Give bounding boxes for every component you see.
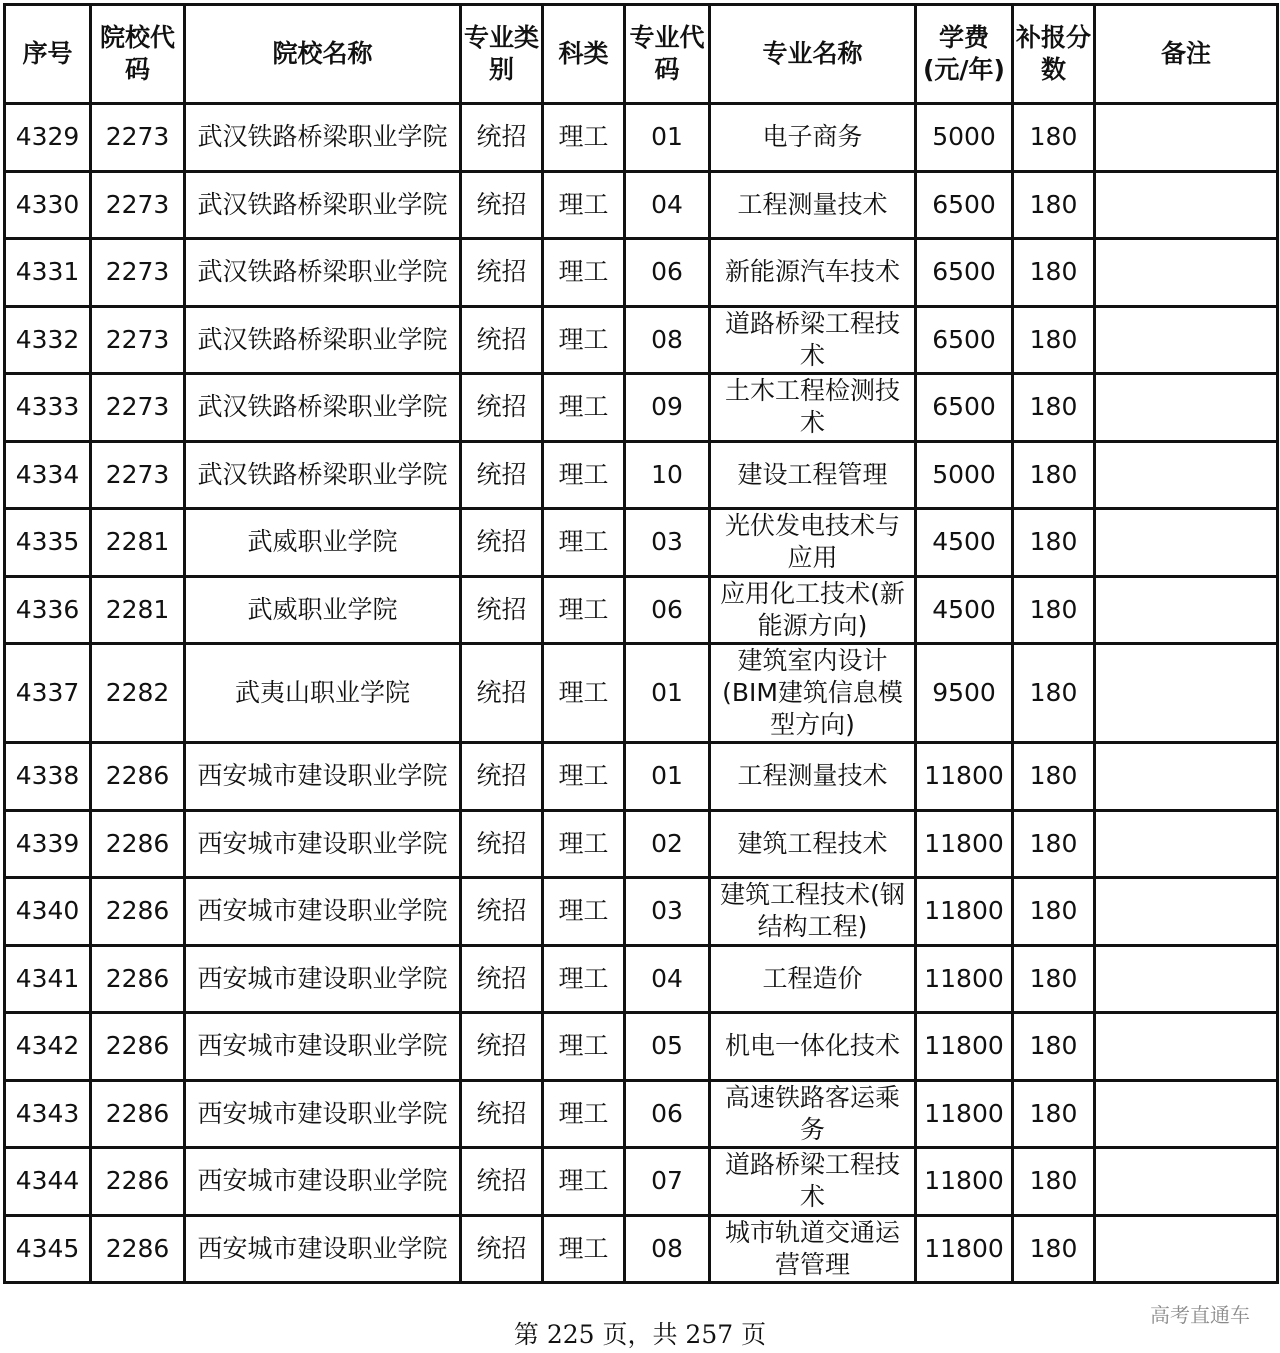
table-cell: 180 (1013, 1215, 1095, 1283)
table-cell: 180 (1013, 171, 1095, 239)
table-cell: 11800 (916, 1080, 1013, 1148)
table-row (5, 810, 1278, 878)
table-row (5, 743, 1278, 811)
table-cell: 180 (1013, 104, 1095, 172)
table-cell: 应用化工技术(新能源方向) (710, 576, 916, 644)
table-cell: 西安城市建设职业学院 (185, 1215, 461, 1283)
table-cell: 2286 (91, 1215, 185, 1283)
table-cell: 理工 (543, 306, 625, 374)
table-cell: 4343 (5, 1080, 91, 1148)
table-row (5, 374, 1278, 442)
table-cell (1095, 810, 1278, 878)
table-cell: 180 (1013, 1080, 1095, 1148)
table-cell: 05 (625, 1013, 710, 1081)
table-cell: 2273 (91, 306, 185, 374)
table-cell: 2273 (91, 239, 185, 307)
table-cell: 2286 (91, 810, 185, 878)
table-cell: 建筑工程技术 (710, 810, 916, 878)
table-cell: 电子商务 (710, 104, 916, 172)
table-cell: 03 (625, 509, 710, 577)
table-cell: 武汉铁路桥梁职业学院 (185, 306, 461, 374)
table-cell: 9500 (916, 644, 1013, 743)
table-cell: 02 (625, 810, 710, 878)
table-cell: 工程造价 (710, 945, 916, 1013)
table-cell: 01 (625, 743, 710, 811)
table-cell: 武威职业学院 (185, 576, 461, 644)
table-cell (1095, 509, 1278, 577)
table-row (5, 104, 1278, 172)
table-cell: 4344 (5, 1148, 91, 1216)
table-cell: 统招 (461, 878, 543, 946)
table-cell (1095, 743, 1278, 811)
table-cell: 西安城市建设职业学院 (185, 1148, 461, 1216)
header-cell: 科类 (543, 5, 625, 104)
table-cell (1095, 104, 1278, 172)
table-cell: 4500 (916, 509, 1013, 577)
table-cell (1095, 644, 1278, 743)
table-cell: 光伏发电技术与应用 (710, 509, 916, 577)
table-cell (1095, 945, 1278, 1013)
table-cell: 统招 (461, 1215, 543, 1283)
table-cell: 11800 (916, 945, 1013, 1013)
admission-table (3, 3, 1279, 1284)
table-cell: 4333 (5, 374, 91, 442)
table-cell: 理工 (543, 1013, 625, 1081)
table-cell: 统招 (461, 576, 543, 644)
table-cell: 08 (625, 306, 710, 374)
table-cell: 01 (625, 644, 710, 743)
table-cell: 180 (1013, 306, 1095, 374)
table-cell: 理工 (543, 810, 625, 878)
header-cell: 学费(元/年) (916, 5, 1013, 104)
table-row (5, 1013, 1278, 1081)
table-cell: 180 (1013, 374, 1095, 442)
table-cell: 180 (1013, 743, 1095, 811)
table-cell (1095, 1215, 1278, 1283)
table-cell: 180 (1013, 1148, 1095, 1216)
table-row (5, 576, 1278, 644)
table-cell: 4330 (5, 171, 91, 239)
table-cell: 理工 (543, 644, 625, 743)
table-cell: 4332 (5, 306, 91, 374)
table-cell: 06 (625, 576, 710, 644)
table-cell: 统招 (461, 239, 543, 307)
table-cell: 04 (625, 945, 710, 1013)
table-cell: 2281 (91, 509, 185, 577)
table-cell (1095, 1148, 1278, 1216)
header-cell: 院校代码 (91, 5, 185, 104)
table-cell: 4338 (5, 743, 91, 811)
table-cell: 理工 (543, 1148, 625, 1216)
table-cell: 高速铁路客运乘务 (710, 1080, 916, 1148)
table-cell: 西安城市建设职业学院 (185, 878, 461, 946)
table-cell: 武汉铁路桥梁职业学院 (185, 374, 461, 442)
table-cell: 5000 (916, 104, 1013, 172)
table-row (5, 239, 1278, 307)
table-cell: 2286 (91, 945, 185, 1013)
table-cell: 4337 (5, 644, 91, 743)
table-cell: 道路桥梁工程技术 (710, 306, 916, 374)
table-cell: 统招 (461, 644, 543, 743)
table-cell: 07 (625, 1148, 710, 1216)
table-cell (1095, 1013, 1278, 1081)
table-cell: 2286 (91, 743, 185, 811)
table-cell: 建筑工程技术(钢结构工程) (710, 878, 916, 946)
table-row (5, 1148, 1278, 1216)
table-cell: 04 (625, 171, 710, 239)
table-cell: 理工 (543, 374, 625, 442)
table-cell: 6500 (916, 171, 1013, 239)
table-cell: 武夷山职业学院 (185, 644, 461, 743)
table-cell: 2273 (91, 374, 185, 442)
table-cell: 180 (1013, 878, 1095, 946)
table-cell: 理工 (543, 878, 625, 946)
table-cell: 11800 (916, 1013, 1013, 1081)
table-cell: 6500 (916, 239, 1013, 307)
table-cell: 理工 (543, 1215, 625, 1283)
table-cell: 180 (1013, 810, 1095, 878)
page-footer: 第 225 页，共 257 页 (513, 1320, 767, 1349)
table-row (5, 171, 1278, 239)
table-cell: 180 (1013, 441, 1095, 509)
table-cell: 理工 (543, 945, 625, 1013)
table-cell: 180 (1013, 644, 1095, 743)
table-cell: 西安城市建设职业学院 (185, 1080, 461, 1148)
table-cell: 6500 (916, 306, 1013, 374)
table-row (5, 306, 1278, 374)
table-cell: 06 (625, 1080, 710, 1148)
table-cell: 2282 (91, 644, 185, 743)
table-cell: 4341 (5, 945, 91, 1013)
table-cell: 01 (625, 104, 710, 172)
table-cell: 理工 (543, 509, 625, 577)
table-cell: 武威职业学院 (185, 509, 461, 577)
table-cell: 11800 (916, 743, 1013, 811)
table-cell: 统招 (461, 810, 543, 878)
table-cell: 11800 (916, 878, 1013, 946)
table-cell: 统招 (461, 509, 543, 577)
table-cell (1095, 1080, 1278, 1148)
table-cell: 统招 (461, 1013, 543, 1081)
table-cell: 武汉铁路桥梁职业学院 (185, 441, 461, 509)
table-cell: 西安城市建设职业学院 (185, 810, 461, 878)
header-cell: 专业名称 (710, 5, 916, 104)
table-cell: 建设工程管理 (710, 441, 916, 509)
table-row (5, 441, 1278, 509)
table-cell: 建筑室内设计(BIM建筑信息模型方向) (710, 644, 916, 743)
table-cell: 180 (1013, 239, 1095, 307)
table-cell: 2286 (91, 1080, 185, 1148)
table-cell (1095, 576, 1278, 644)
table-cell: 180 (1013, 945, 1095, 1013)
table-cell: 统招 (461, 945, 543, 1013)
table-row (5, 644, 1278, 743)
table-cell: 道路桥梁工程技术 (710, 1148, 916, 1216)
table-cell (1095, 306, 1278, 374)
header-cell: 补报分数 (1013, 5, 1095, 104)
table-cell: 理工 (543, 743, 625, 811)
table-cell (1095, 441, 1278, 509)
table-cell: 6500 (916, 374, 1013, 442)
table-cell: 4331 (5, 239, 91, 307)
table-cell: 06 (625, 239, 710, 307)
table-cell: 4335 (5, 509, 91, 577)
header-cell: 备注 (1095, 5, 1278, 104)
header-cell: 序号 (5, 5, 91, 104)
table-cell (1095, 171, 1278, 239)
table-cell: 4345 (5, 1215, 91, 1283)
table-row (5, 1215, 1278, 1283)
table-cell: 新能源汽车技术 (710, 239, 916, 307)
table-cell: 4329 (5, 104, 91, 172)
table-cell: 西安城市建设职业学院 (185, 945, 461, 1013)
table-cell: 4342 (5, 1013, 91, 1081)
table-cell: 理工 (543, 171, 625, 239)
table-cell: 统招 (461, 1080, 543, 1148)
table-cell: 统招 (461, 441, 543, 509)
table-row (5, 945, 1278, 1013)
table-cell: 2281 (91, 576, 185, 644)
table-row (5, 509, 1278, 577)
table-cell: 180 (1013, 509, 1095, 577)
table-cell: 城市轨道交通运营管理 (710, 1215, 916, 1283)
table-cell (1095, 374, 1278, 442)
table-cell: 4500 (916, 576, 1013, 644)
table-cell: 11800 (916, 1148, 1013, 1216)
table-row (5, 1080, 1278, 1148)
table-cell: 180 (1013, 1013, 1095, 1081)
table-cell: 10 (625, 441, 710, 509)
table-cell: 2273 (91, 441, 185, 509)
table-cell: 武汉铁路桥梁职业学院 (185, 239, 461, 307)
table-cell: 08 (625, 1215, 710, 1283)
table-cell: 统招 (461, 171, 543, 239)
table-cell: 4340 (5, 878, 91, 946)
table-row (5, 878, 1278, 946)
table-cell: 4334 (5, 441, 91, 509)
table-cell: 11800 (916, 1215, 1013, 1283)
table-cell: 理工 (543, 104, 625, 172)
table-cell: 4339 (5, 810, 91, 878)
table-cell: 西安城市建设职业学院 (185, 743, 461, 811)
watermark: 高考直通车 (1150, 1303, 1250, 1327)
table-cell: 武汉铁路桥梁职业学院 (185, 104, 461, 172)
table-cell: 工程测量技术 (710, 171, 916, 239)
table-cell: 武汉铁路桥梁职业学院 (185, 171, 461, 239)
table-cell: 理工 (543, 441, 625, 509)
table-body (5, 104, 1278, 1283)
header-cell: 专业类别 (461, 5, 543, 104)
table-cell: 西安城市建设职业学院 (185, 1013, 461, 1081)
table-cell: 2273 (91, 104, 185, 172)
header-row (5, 5, 1278, 104)
table-cell (1095, 878, 1278, 946)
table-cell: 工程测量技术 (710, 743, 916, 811)
table-cell: 11800 (916, 810, 1013, 878)
table-cell (1095, 239, 1278, 307)
table-cell: 2286 (91, 1148, 185, 1216)
table-cell: 统招 (461, 1148, 543, 1216)
table-cell: 2273 (91, 171, 185, 239)
table-cell: 统招 (461, 374, 543, 442)
table-cell: 土木工程检测技术 (710, 374, 916, 442)
table-cell: 2286 (91, 1013, 185, 1081)
table-cell: 03 (625, 878, 710, 946)
header-cell: 专业代码 (625, 5, 710, 104)
table-cell: 统招 (461, 743, 543, 811)
table-cell: 统招 (461, 306, 543, 374)
table-cell: 理工 (543, 239, 625, 307)
table-cell: 2286 (91, 878, 185, 946)
table-cell: 机电一体化技术 (710, 1013, 916, 1081)
table-cell: 理工 (543, 1080, 625, 1148)
table-cell: 理工 (543, 576, 625, 644)
table-cell: 统招 (461, 104, 543, 172)
table-cell: 4336 (5, 576, 91, 644)
table-cell: 5000 (916, 441, 1013, 509)
table-cell: 180 (1013, 576, 1095, 644)
table-cell: 09 (625, 374, 710, 442)
header-cell: 院校名称 (185, 5, 461, 104)
